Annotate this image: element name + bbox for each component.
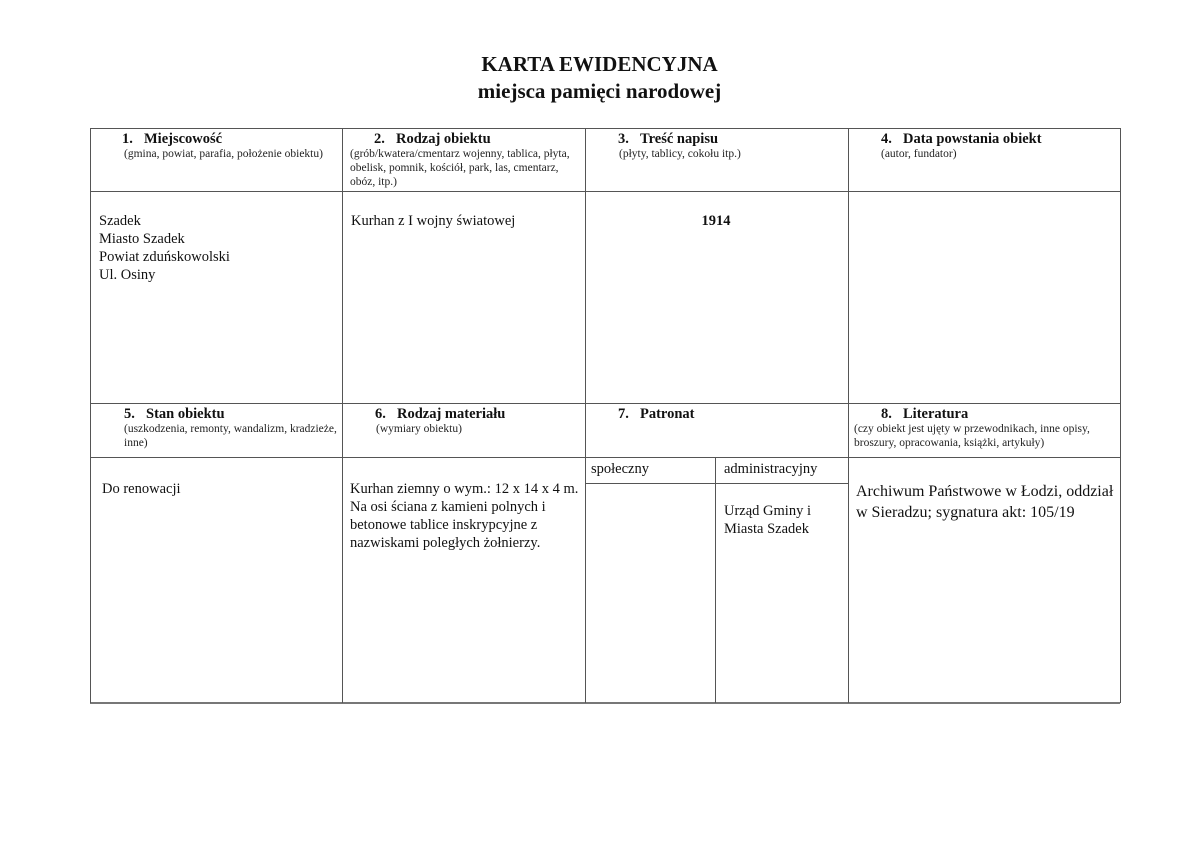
field-label: Rodzaj obiektu: [396, 131, 491, 147]
field-hint: (grób/kwatera/cmentarz wojenny, tablica, płyta, obelisk, pomnik, kościół, park, las, cmentarz, obóz, itp.): [350, 148, 570, 188]
field-6-value: Kurhan ziemny o wym.: 12 x 14 x 4 m. Na osi ściana z kamieni polnych i betonowe tablice inskrypcyjne z nazwiskami poległych żołnierzy.: [350, 481, 579, 551]
value-line: Szadek: [99, 213, 141, 229]
column-divider: [342, 128, 343, 703]
field-6-header: [348, 406, 578, 436]
field-hint: (autor, fundator): [881, 148, 957, 160]
table-border-left: [90, 128, 91, 703]
field-label: Literatura: [903, 406, 969, 422]
field-2-value: Kurhan z I wojny światowej: [351, 213, 516, 229]
field-3-value: 1914: [701, 213, 731, 229]
field-number: 3.: [618, 131, 629, 147]
field-1-value: [99, 212, 335, 284]
patronat-subrow-divider: [585, 483, 848, 484]
document-subtitle: miejsca pamięci narodowej: [477, 79, 722, 103]
row-divider: [90, 403, 1120, 404]
field-hint: (płyty, tablicy, cokołu itp.): [619, 148, 741, 160]
document-title: KARTA EWIDENCYJNA: [481, 52, 718, 76]
field-5-header: [101, 406, 337, 450]
field-label: Patronat: [640, 406, 695, 422]
field-hint: (czy obiekt jest ujęty w przewodnikach, inne opisy, broszury, opracowania, książki, artykuły): [854, 423, 1090, 449]
field-number: 2.: [374, 131, 385, 147]
patronat-social-label: społeczny: [591, 461, 649, 477]
table-border-bottom: [90, 702, 1120, 704]
field-number: 6.: [375, 406, 386, 422]
row-divider: [90, 191, 1120, 192]
field-3-header: [591, 131, 841, 161]
value-line: Miasto Szadek: [99, 231, 185, 247]
field-8-header: [852, 406, 1118, 450]
field-5-value: Do renowacji: [102, 481, 181, 497]
field-number: 1.: [122, 131, 133, 147]
field-hint: (uszkodzenia, remonty, wandalizm, kradzieże, inne): [124, 423, 337, 449]
value-line: Ul. Osiny: [99, 267, 156, 283]
field-7-header: [591, 406, 841, 422]
value-line: Powiat zduńskowolski: [99, 249, 230, 265]
field-label: Data powstania obiekt: [903, 131, 1042, 147]
field-2-header: [348, 131, 578, 189]
patronat-admin-value: Urząd Gminy i Miasta Szadek: [724, 503, 811, 537]
row-divider: [90, 457, 1120, 458]
field-label: Rodzaj materiału: [397, 406, 506, 422]
field-1-header: [101, 131, 337, 161]
field-8-value: Archiwum Państwowe w Łodzi, oddział w Sieradzu; sygnatura akt: 105/19: [856, 483, 1114, 521]
field-label: Stan obiektu: [146, 406, 225, 422]
column-divider: [848, 128, 849, 703]
patronat-subcolumn-divider: [715, 457, 716, 703]
column-divider: [585, 128, 586, 703]
field-number: 8.: [881, 406, 892, 422]
field-label: Treść napisu: [640, 131, 719, 147]
table-border-right: [1120, 128, 1121, 703]
field-number: 5.: [124, 406, 135, 422]
patronat-admin-label: administracyjny: [724, 461, 818, 477]
table-border-top: [90, 128, 1120, 129]
field-hint: (gmina, powiat, parafia, położenie obiektu): [124, 148, 323, 160]
field-number: 7.: [618, 406, 629, 422]
field-number: 4.: [881, 131, 892, 147]
field-hint: (wymiary obiektu): [376, 423, 462, 435]
field-4-header: [854, 131, 1116, 161]
field-label: Miejscowość: [144, 131, 223, 147]
